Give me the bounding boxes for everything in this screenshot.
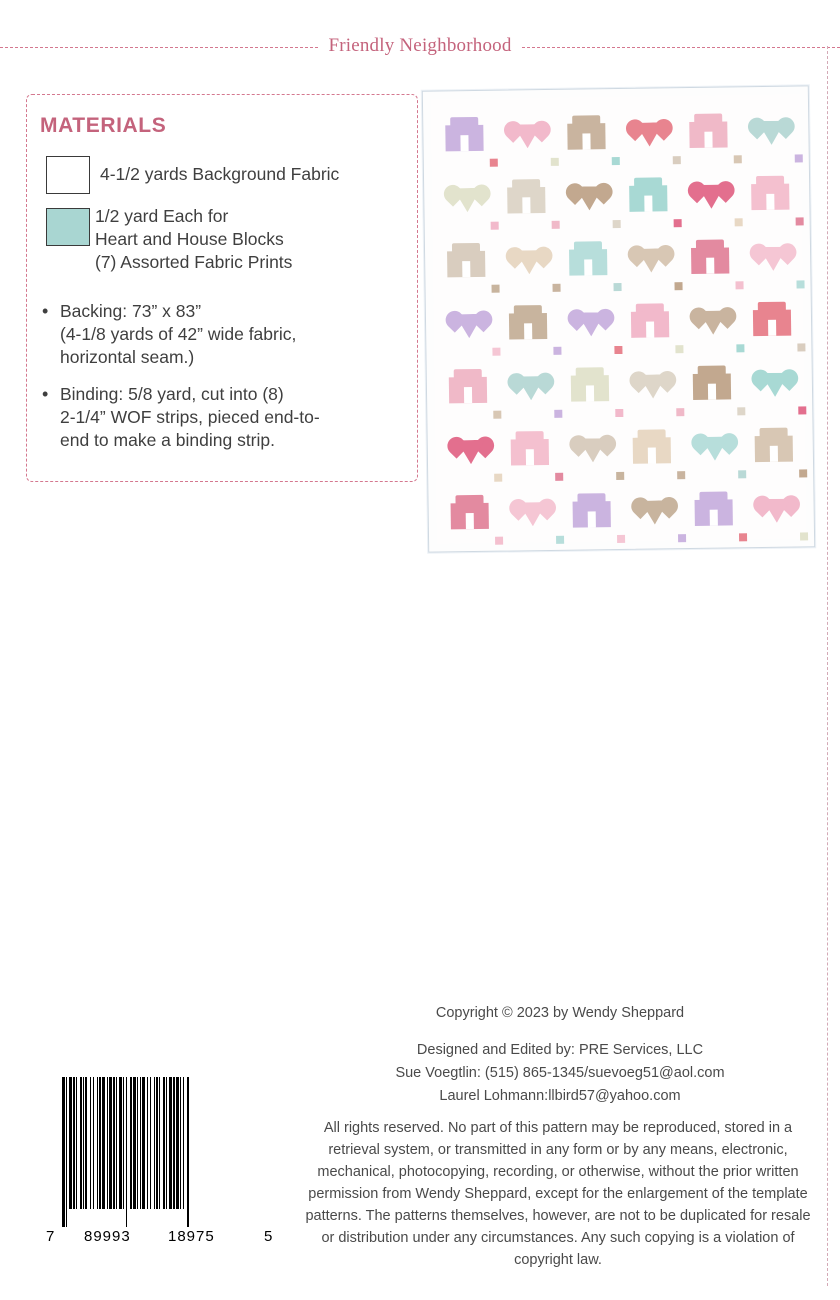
quilt-heart-block	[634, 242, 668, 273]
quilt-heart-block	[572, 180, 606, 211]
barcode-bars	[62, 1077, 284, 1227]
bullet-2-line-1: • Binding: 5/8 yard, cut into (8)	[60, 384, 284, 404]
quilt-heart-block	[756, 241, 790, 272]
quilt-chip	[734, 155, 742, 163]
page-edge-dashed-line	[827, 46, 828, 1286]
print-fabric-label-line-1: 1/2 yard Each for	[95, 206, 229, 226]
quilt-house-block	[507, 179, 545, 214]
quilt-chip	[797, 343, 805, 351]
quilt-chip	[553, 284, 561, 292]
quilt-chip	[613, 220, 621, 228]
quilt-heart-block	[514, 370, 548, 401]
swatch-background-fabric	[46, 156, 90, 194]
quilt-heart-block	[510, 118, 544, 149]
quilt-heart-block	[636, 368, 670, 399]
quilt-chip	[491, 222, 499, 230]
quilt-chip	[555, 473, 563, 481]
contact-line-2: Laurel Lohmann:llbird57@yahoo.com	[439, 1088, 681, 1104]
quilt-blocks-area	[431, 94, 806, 543]
quilt-house-block	[753, 302, 791, 337]
legal-text: All rights reserved. No part of this pattern may be reproduced, stored in a retrieval system, or transmitted in any form or by any means, electronic, mechanical, photocopying, recording, or otherwise, without the prior written permission from Wendy Sheppard, except for the enlargement of the template patterns. The patterns themselves, however, are not to be duplicated for resale or distribution under any circumstances. Any such copying is a violation of copyright law.	[305, 1120, 811, 1268]
quilt-chip	[676, 408, 684, 416]
quilt-house-block	[691, 239, 729, 274]
quilt-heart-block	[632, 116, 666, 147]
quilt-chip	[674, 282, 682, 290]
quilt-chip	[678, 534, 686, 542]
quilt-heart-block	[637, 494, 671, 525]
quilt-chip	[735, 218, 743, 226]
bullet-2-line-2: 2-1/4” WOF strips, pieced end-to-	[60, 407, 320, 427]
copyright-line: Copyright © 2023 by Wendy Sheppard	[435, 1005, 685, 1021]
quilt-chip	[615, 409, 623, 417]
quilt-chip	[799, 469, 807, 477]
quilt-house-block	[629, 177, 667, 212]
quilt-house-block	[450, 495, 488, 530]
quilt-chip	[612, 157, 620, 165]
list-item	[36, 383, 406, 452]
quilt-chip	[492, 285, 500, 293]
quilt-house-block	[447, 243, 485, 278]
quilt-frame	[422, 85, 815, 552]
quilt-house-block	[567, 115, 605, 150]
print-fabric-label-line-3: (7) Assorted Fabric Prints	[95, 252, 293, 272]
bullet-1-line-2: (4-1/8 yards of 42” wide fabric,	[60, 324, 297, 344]
quilt-chip	[800, 532, 808, 540]
quilt-heart-block	[450, 182, 484, 213]
quilt-chip	[556, 536, 564, 544]
quilt-heart-block	[574, 306, 608, 337]
quilt-chip	[613, 283, 621, 291]
bullet-2-line-3: end to make a binding strip.	[60, 430, 275, 450]
quilt-chip	[492, 348, 500, 356]
materials-bullet-list	[36, 300, 406, 466]
quilt-house-block	[571, 367, 609, 402]
contact-line-1: Sue Voegtlin: (515) 865-1345/suevoeg51@aol.com	[395, 1065, 725, 1081]
barcode	[62, 1077, 284, 1227]
quilt-house-block	[633, 429, 671, 464]
quilt-house-block	[509, 305, 547, 340]
quilt-chip	[795, 154, 803, 162]
quilt-chip	[614, 346, 622, 354]
quilt-chip	[736, 344, 744, 352]
quilt-house-block	[449, 369, 487, 404]
quilt-heart-block	[452, 308, 486, 339]
quilt-house-block	[694, 491, 732, 526]
quilt-chip	[494, 474, 502, 482]
quilt-heart-block	[576, 432, 610, 463]
quilt-house-block	[569, 241, 607, 276]
quilt-chip	[493, 411, 501, 419]
quilt-chip	[739, 533, 747, 541]
page-header	[0, 30, 840, 62]
quilt-house-block	[445, 117, 483, 152]
background-fabric-label: 4-1/2 yards Background Fabric	[100, 164, 340, 184]
quilt-photo	[425, 88, 815, 558]
print-fabric-label-line-2: Heart and House Blocks	[95, 229, 284, 249]
list-item	[36, 300, 406, 369]
quilt-chip	[796, 217, 804, 225]
barcode-bar	[189, 1077, 190, 1227]
quilt-house-block	[689, 113, 727, 148]
quilt-house-block	[572, 493, 610, 528]
quilt-chip	[798, 406, 806, 414]
print-fabric-label	[95, 205, 292, 274]
barcode-digit-left: 7	[46, 1228, 56, 1245]
quilt-house-block	[631, 303, 669, 338]
quilt-heart-block	[515, 496, 549, 527]
barcode-group-2: 18975	[168, 1228, 215, 1245]
designer-line: Designed and Edited by: PRE Services, LLC	[416, 1042, 704, 1058]
quilt-chip	[552, 221, 560, 229]
quilt-chip	[554, 410, 562, 418]
quilt-chip	[617, 535, 625, 543]
quilt-chip	[735, 281, 743, 289]
quilt-chip	[551, 158, 559, 166]
quilt-chip	[495, 537, 503, 545]
header-rule-left	[0, 47, 318, 48]
quilt-chip	[674, 219, 682, 227]
quilt-chip	[673, 156, 681, 164]
quilt-chip	[616, 472, 624, 480]
quilt-house-block	[693, 365, 731, 400]
header-rule-right	[522, 47, 840, 48]
quilt-heart-block	[696, 304, 730, 335]
quilt-house-block	[751, 176, 789, 211]
copyright-block	[300, 1003, 820, 1109]
swatch-print-fabric	[46, 208, 90, 246]
quilt-heart-block	[512, 244, 546, 275]
bullet-1-line-3: horizontal seam.)	[60, 347, 195, 367]
quilt-heart-block	[694, 178, 728, 209]
quilt-heart-block	[698, 430, 732, 461]
quilt-house-block	[755, 428, 793, 463]
quilt-heart-block	[454, 434, 488, 465]
bullet-1-line-1: • Backing: 73” x 83”	[60, 301, 202, 321]
materials-heading: MATERIALS	[40, 114, 167, 137]
quilt-heart-block	[754, 115, 788, 146]
quilt-chip	[675, 345, 683, 353]
quilt-chip	[737, 407, 745, 415]
barcode-digit-right: 5	[264, 1228, 274, 1245]
quilt-heart-block	[758, 367, 792, 398]
quilt-heart-block	[759, 493, 793, 524]
barcode-group-1: 89993	[84, 1228, 131, 1245]
quilt-chip	[490, 159, 498, 167]
quilt-chip	[738, 470, 746, 478]
quilt-chip	[796, 280, 804, 288]
quilt-house-block	[511, 431, 549, 466]
page-title: Friendly Neighborhood	[328, 35, 512, 56]
quilt-chip	[553, 347, 561, 355]
quilt-chip	[677, 471, 685, 479]
